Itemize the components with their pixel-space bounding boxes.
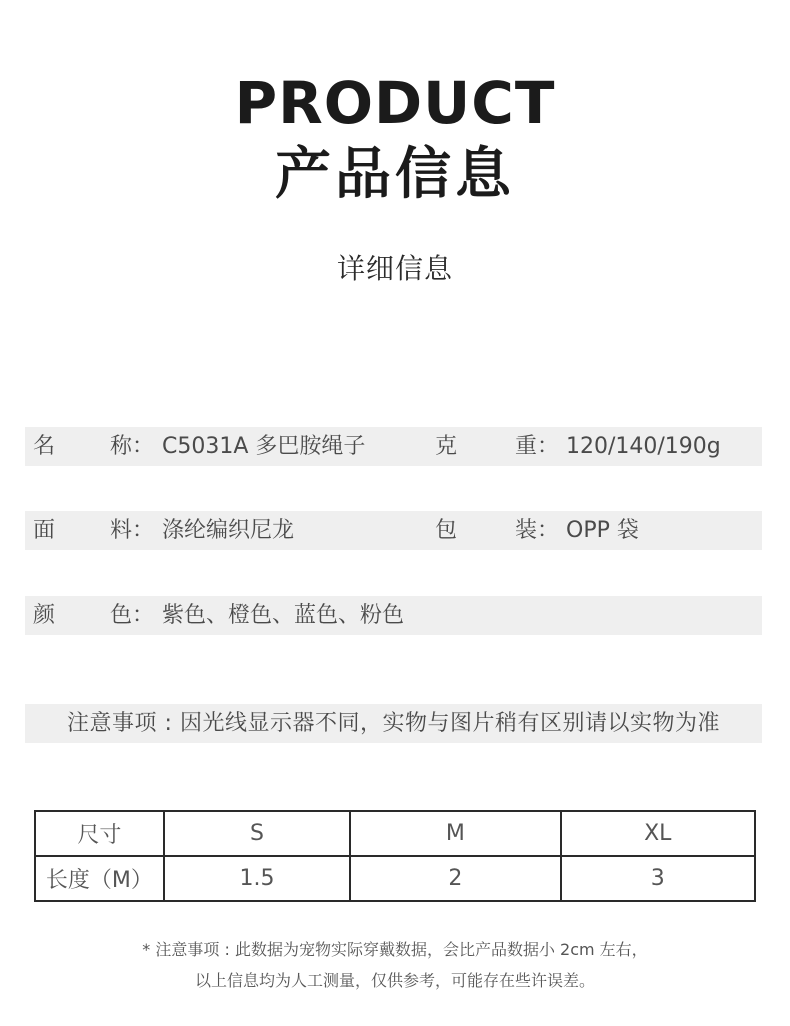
name-label-char2: 称： (110, 434, 155, 459)
weight-label-char1: 克 (435, 434, 458, 459)
table-cell: 2 (350, 856, 560, 901)
weight-label-char2: 重： (515, 434, 560, 459)
footnote-line-2: 以上信息均为人工测量，仅供参考，可能存在些许误差。 (194, 971, 595, 990)
packaging-label-char2: 装： (515, 518, 560, 543)
table-header-cell: 尺寸 (35, 811, 164, 856)
color-value: 紫色、橙色、蓝色、粉色 (162, 603, 405, 628)
footnote-line-1: * 注意事项 : 此数据为宠物实际穿戴数据，会比产品数据小 2cm 左右， (142, 940, 648, 959)
section-subtitle: 详细信息 (336, 252, 453, 285)
info-row-name-weight (25, 427, 762, 466)
material-label-char1: 面 (33, 518, 56, 543)
weight-value: 120/140/190g (566, 434, 721, 459)
color-label-char1: 颜 (33, 603, 56, 628)
color-label-char2: 色： (110, 603, 155, 628)
title-chinese: 产品信息 (275, 142, 515, 207)
info-row-color (25, 596, 762, 635)
packaging-value: OPP 袋 (566, 518, 639, 543)
table-cell: 1.5 (164, 856, 350, 901)
notice-bar (25, 704, 762, 743)
title-english: PRODUCT (234, 69, 556, 137)
table-cell: 3 (561, 856, 755, 901)
info-row-material-packaging (25, 511, 762, 550)
table-header-row (35, 811, 755, 856)
table-cell: 长度（M） (35, 856, 164, 901)
table-header-cell: M (350, 811, 560, 856)
name-label-char1: 名 (33, 434, 56, 459)
name-value: C5031A 多巴胺绳子 (162, 434, 366, 459)
material-value: 涤纶编织尼龙 (162, 518, 295, 543)
material-label-char2: 料： (110, 518, 155, 543)
notice-text: 注意事项 : 因光线显示器不同，实物与图片稍有区别请以实物为准 (67, 711, 720, 736)
table-row (35, 856, 755, 901)
packaging-label-char1: 包 (435, 518, 458, 543)
table-header-cell: S (164, 811, 350, 856)
table-header-cell: XL (561, 811, 755, 856)
size-table (34, 810, 756, 902)
